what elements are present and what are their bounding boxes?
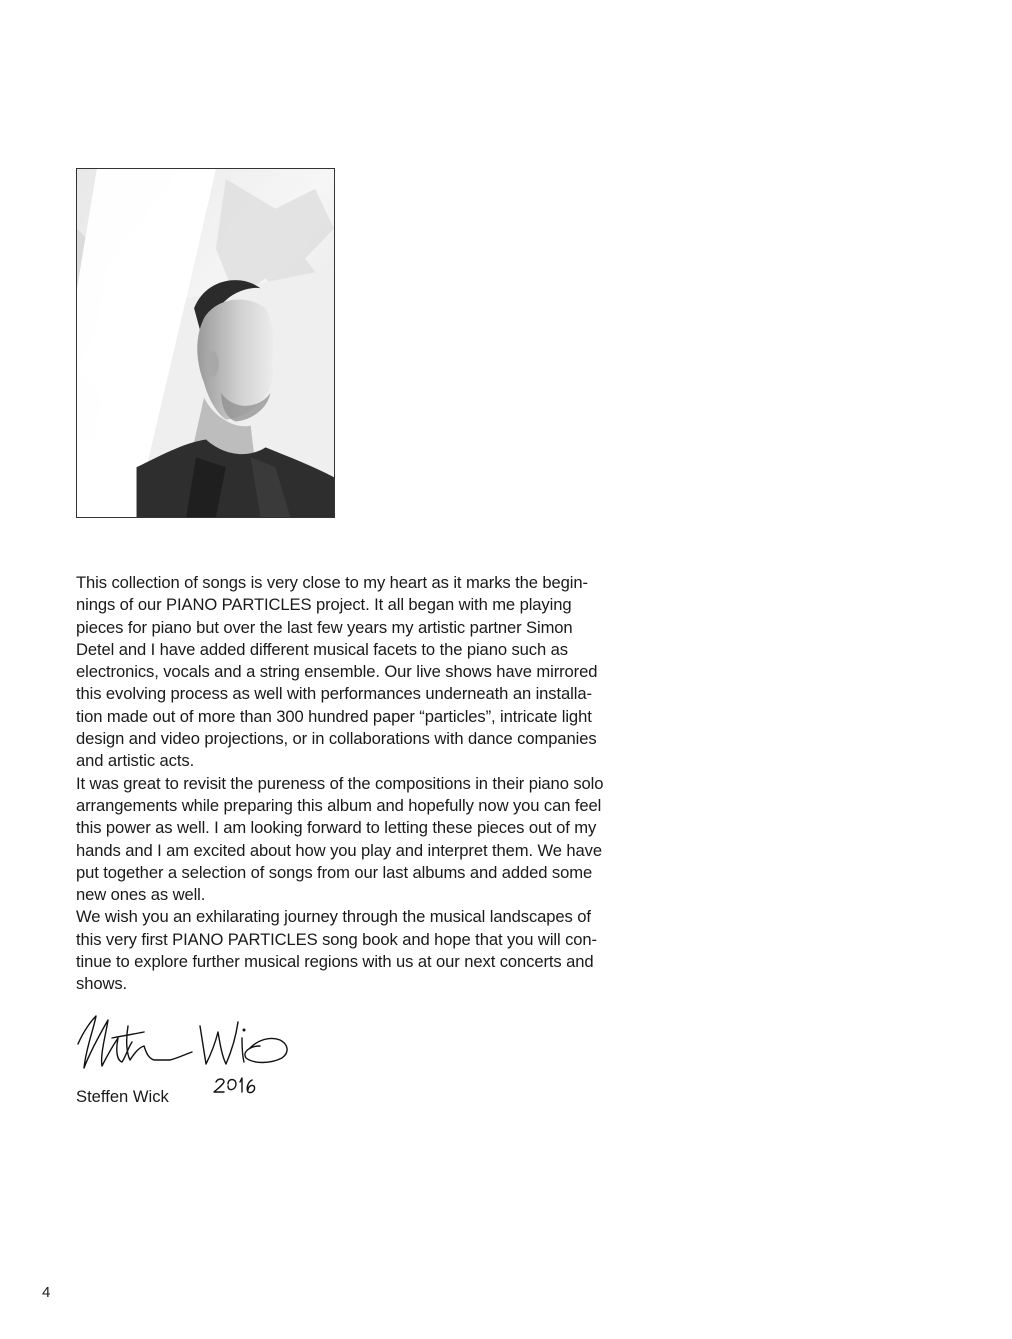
portrait-photo [76,168,335,518]
paragraph-1: This collection of songs is very close to my heart as it marks the begin- nings of our PIANO PARTICLES project. It all began with me playing pieces for piano but over the last few years my artistic partner Simon Detel and I have added different musical facets to the piano such as electronics, vocals and a string ensemble. Our live shows have mirrored this evolving process as well with performances underneath an installa- tion made out of more than 300 hundred paper “particles”, intricate light design and video projections, or in collaborations with dance companies and artistic acts. [76,573,598,771]
page-number: 4 [42,1284,51,1301]
handwritten-signature [74,1008,304,1098]
portrait-photo-icon [77,169,334,517]
paragraph-2: It was great to revisit the pureness of the compositions in their piano solo arrangements while preparing this album and hopefully now you can feel this power as well. I am looking forward to letting these pieces out of my hands and I am excited about how you play and interpret them. We have put together a selection of songs from our last albums and added some new ones as well. [76,773,604,905]
author-name: Steffen Wick [76,1087,169,1106]
paragraph-3: We wish you an exhilarating journey through the musical landscapes of this very first PIANO PARTICLES song book and hope that you will con- tinue to explore further musical regions with us at our next concerts and shows. [76,907,597,994]
intro-letter [76,572,642,996]
signature-icon [74,1008,304,1098]
